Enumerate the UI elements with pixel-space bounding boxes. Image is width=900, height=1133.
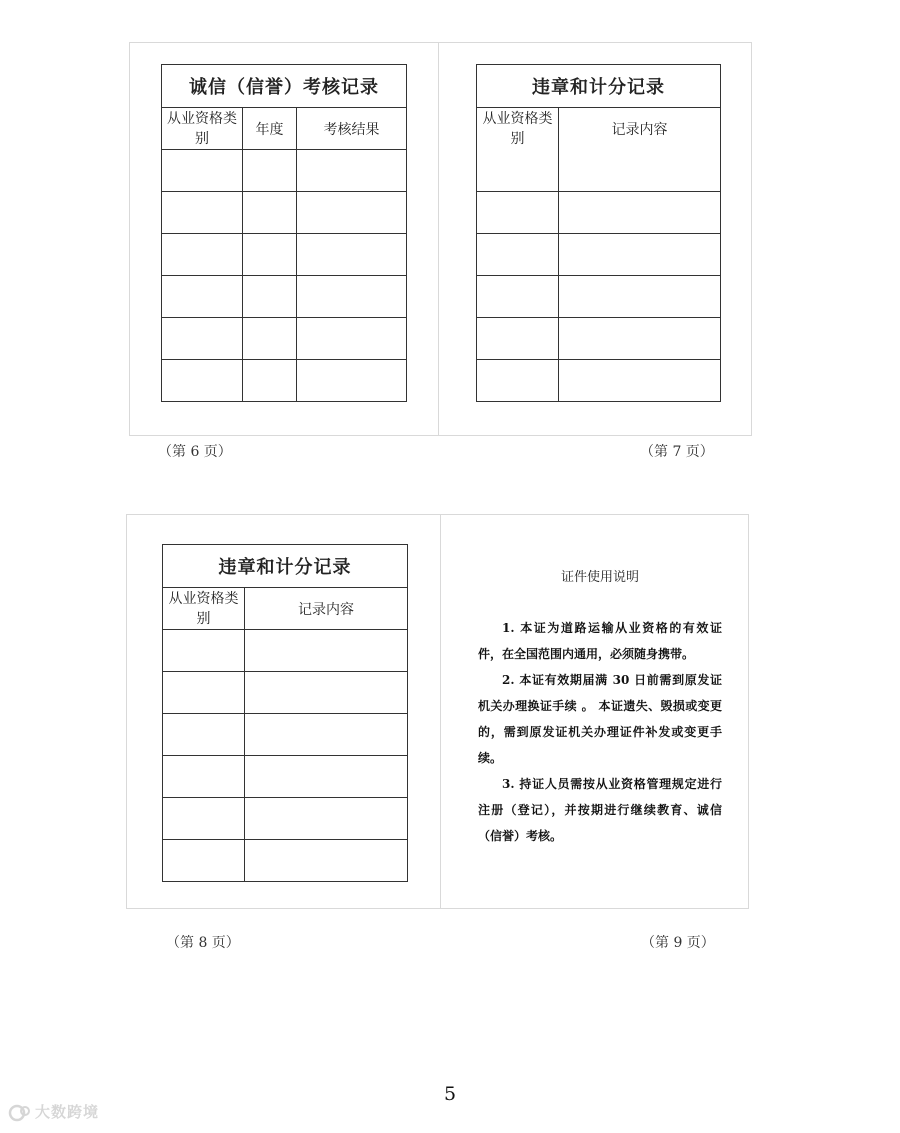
table-cell — [245, 672, 408, 714]
violation-points-table-page-7 — [476, 64, 721, 402]
table-cell — [243, 318, 297, 360]
page-fold-divider — [440, 515, 441, 908]
page-label-6: （第 6 页） — [158, 444, 232, 460]
table-cell — [245, 798, 408, 840]
table-cell — [162, 276, 243, 318]
page-label-8: （第 8 页） — [166, 935, 240, 951]
table-cell — [559, 234, 721, 276]
table-cell — [163, 630, 245, 672]
table-title: 违章和计分记录 — [163, 545, 408, 588]
table-row — [163, 840, 408, 882]
table-row — [477, 318, 721, 360]
table-title: 违章和计分记录 — [477, 65, 721, 108]
table-row — [163, 756, 408, 798]
column-header-record-content: 记录内容 — [245, 588, 408, 630]
watermark — [8, 1101, 99, 1122]
usage-instructions — [478, 565, 722, 849]
instruction-item-2: 2. 本证有效期届满 30 日前需到原发证机关办理换证手续 。 本证遗失、毁损或变更的，需到原发证机关办理证件补发或变更手续。 — [478, 673, 722, 765]
column-header-qualification-category: 从业资格类别 — [162, 108, 243, 150]
table-row — [162, 318, 407, 360]
table-cell — [297, 150, 407, 192]
document-page-number: 5 — [443, 1083, 457, 1105]
page-label-7: （第 7 页） — [640, 444, 714, 460]
table-row — [162, 276, 407, 318]
table-cell — [163, 798, 245, 840]
table-cell — [162, 192, 243, 234]
table-cell — [163, 672, 245, 714]
column-header-result: 考核结果 — [297, 108, 407, 150]
table-cell — [297, 360, 407, 402]
table-cell — [245, 756, 408, 798]
table-row — [477, 192, 721, 234]
table-cell — [243, 234, 297, 276]
table-cell — [243, 276, 297, 318]
table-row — [163, 672, 408, 714]
table-cell — [163, 756, 245, 798]
table-cell — [243, 192, 297, 234]
table-row — [162, 192, 407, 234]
violation-points-table-page-8 — [162, 544, 408, 882]
page-label-9: （第 9 页） — [641, 935, 715, 951]
table-cell — [559, 360, 721, 402]
instruction-item-3: 3. 持证人员需按从业资格管理规定进行注册（登记），并按期进行继续教育、诚信（信誉）考核。 — [478, 777, 722, 843]
table-title: 诚信（信誉）考核记录 — [162, 65, 407, 108]
table-cell — [477, 318, 559, 360]
table-row — [162, 360, 407, 402]
table-cell — [477, 360, 559, 402]
instruction-item-1: 1. 本证为道路运输从业资格的有效证件，在全国范围内通用，必须随身携带。 — [478, 621, 722, 661]
usage-instructions-title: 证件使用说明 — [560, 570, 639, 585]
table-cell — [162, 150, 243, 192]
table-cell — [245, 630, 408, 672]
table-cell — [245, 714, 408, 756]
column-header-qualification-category: 从业资格类别 — [477, 108, 559, 192]
table-cell — [163, 840, 245, 882]
watermark-logo-icon — [8, 1104, 32, 1122]
table-cell — [243, 360, 297, 402]
table-row — [162, 150, 407, 192]
table-cell — [297, 192, 407, 234]
column-header-qualification-category: 从业资格类别 — [163, 588, 245, 630]
table-cell — [559, 276, 721, 318]
table-cell — [297, 318, 407, 360]
table-row — [477, 234, 721, 276]
column-header-year: 年度 — [243, 108, 297, 150]
table-row — [163, 798, 408, 840]
table-cell — [559, 318, 721, 360]
page-fold-divider — [438, 43, 439, 435]
table-row — [163, 630, 408, 672]
table-row — [477, 360, 721, 402]
table-cell — [477, 276, 559, 318]
column-header-record-content: 记录内容 — [559, 108, 721, 192]
table-cell — [162, 318, 243, 360]
table-cell — [162, 360, 243, 402]
table-cell — [477, 192, 559, 234]
watermark-text: 大数跨境 — [35, 1103, 100, 1121]
table-cell — [245, 840, 408, 882]
table-row — [162, 234, 407, 276]
table-cell — [477, 234, 559, 276]
table-cell — [163, 714, 245, 756]
table-cell — [559, 192, 721, 234]
table-cell — [297, 234, 407, 276]
table-cell — [162, 234, 243, 276]
table-cell — [243, 150, 297, 192]
integrity-assessment-table — [161, 64, 407, 402]
table-cell — [297, 276, 407, 318]
table-row — [477, 276, 721, 318]
table-row — [163, 714, 408, 756]
